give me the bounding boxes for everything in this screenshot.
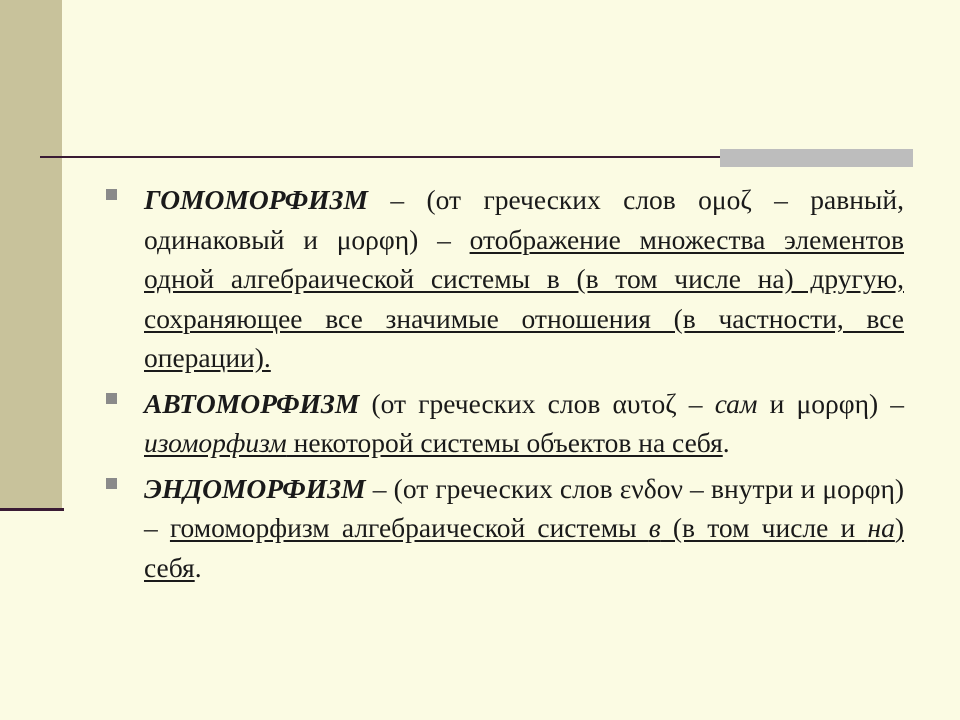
definition-paragraph bbox=[144, 469, 904, 588]
side-decor-bar bbox=[0, 0, 62, 510]
bullet-icon bbox=[106, 393, 117, 404]
definition-text: отображение множества элементов одной алгебраической системы в (в том числе на) другую, сохраняющее все значимые отношения (в частности, все операции). bbox=[144, 223, 905, 373]
definition-link-text: изоморфизм bbox=[144, 427, 287, 458]
text: . bbox=[194, 551, 202, 583]
term: АВТОМОРФИЗМ bbox=[144, 387, 360, 419]
list-item-automorphism bbox=[106, 384, 904, 463]
definition-text: некоторой системы объектов на себя bbox=[286, 427, 723, 458]
text: – (от греческих слов ομοζ – равный, одинаковый и μορφη) – bbox=[144, 184, 904, 255]
side-decor-line bbox=[0, 508, 64, 511]
definition-text: (в том числе и bbox=[660, 512, 868, 543]
definition-text-italic: на bbox=[867, 512, 895, 543]
slide-content bbox=[106, 180, 904, 593]
text: – (от греческих слов ενδον – внутри и μορφη) – bbox=[144, 472, 904, 543]
bullet-icon bbox=[106, 478, 117, 489]
text-italic: сам bbox=[714, 387, 758, 419]
definition-text-italic: в bbox=[648, 512, 661, 543]
text: и μορφη) – bbox=[757, 387, 904, 419]
divider-accent bbox=[720, 149, 913, 167]
definition-paragraph bbox=[144, 384, 904, 463]
definition-paragraph bbox=[144, 180, 904, 378]
term: ЭНДОМОРФИЗМ bbox=[144, 472, 366, 504]
term: ГОМОМОРФИЗМ bbox=[144, 184, 369, 215]
text: . bbox=[722, 427, 730, 458]
list-item-homomorphism bbox=[106, 180, 904, 378]
list-item-endomorphism bbox=[106, 469, 904, 588]
bullet-icon bbox=[106, 189, 117, 200]
text: (от греческих слов αυτοζ – bbox=[359, 387, 715, 419]
definition-text: гомоморфизм алгебраической системы bbox=[169, 512, 649, 543]
definition-text: ) себя bbox=[144, 512, 905, 583]
